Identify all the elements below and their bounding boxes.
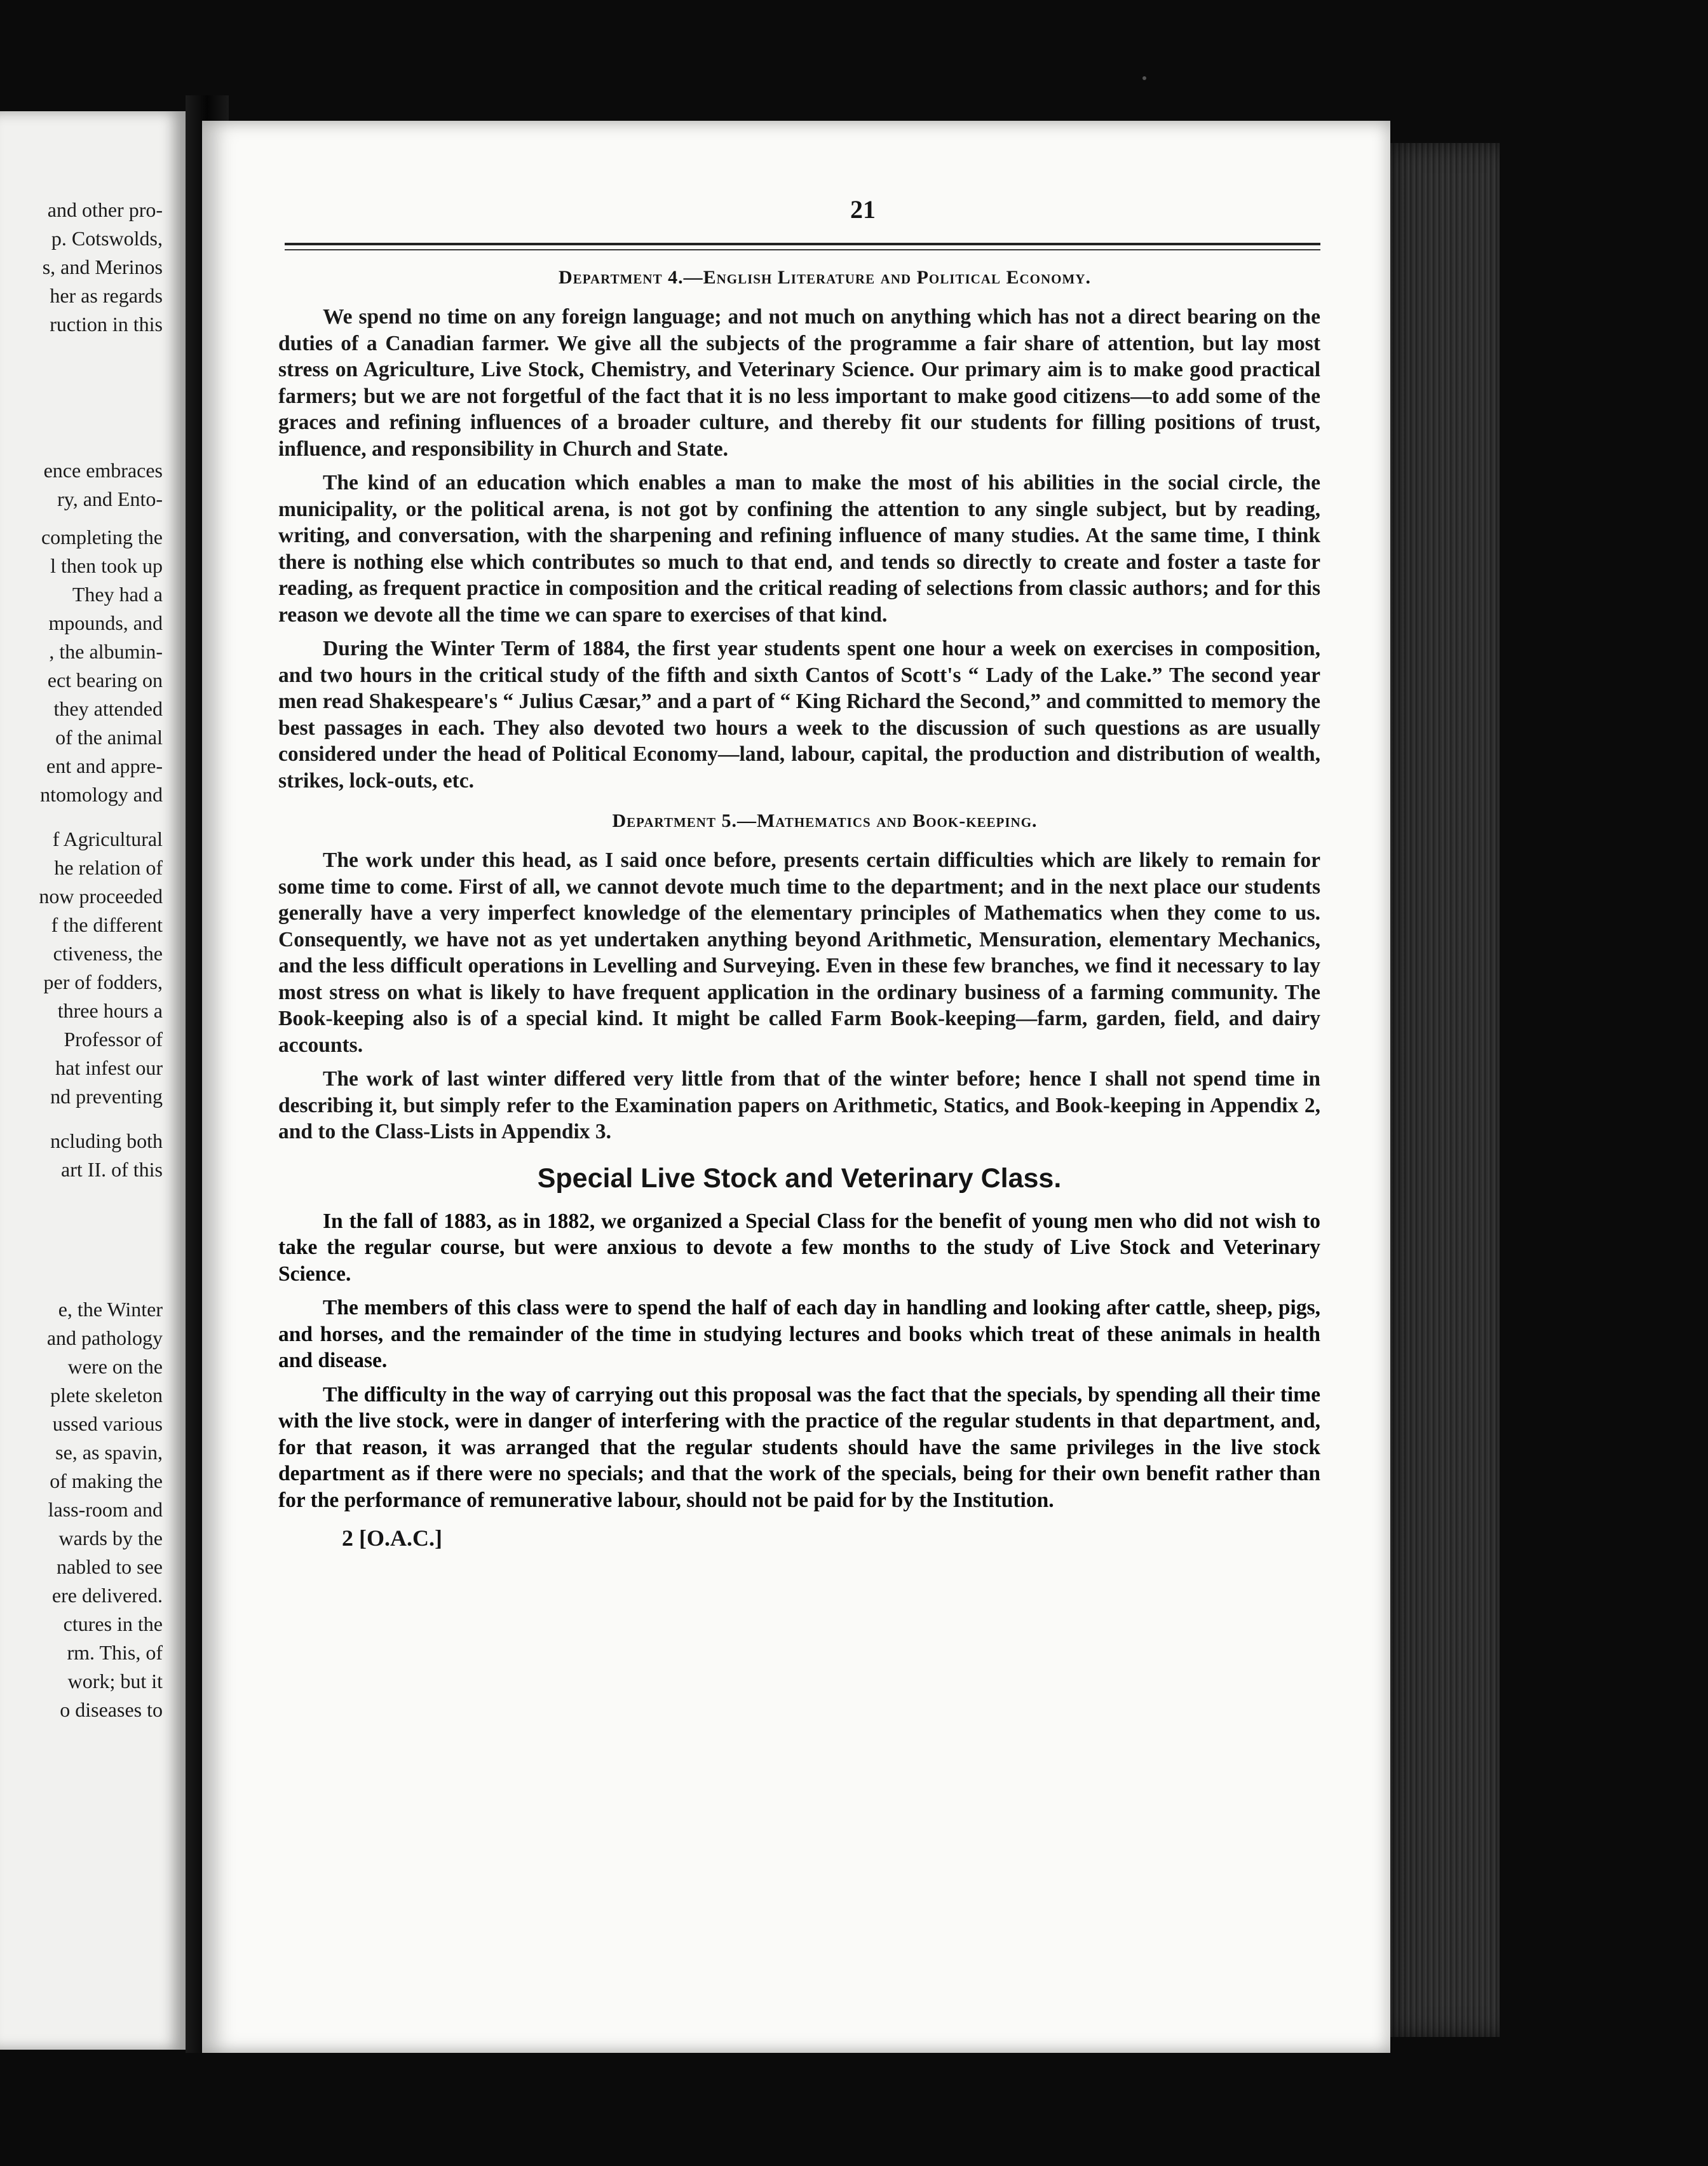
left-page-line: nabled to see (56, 1555, 163, 1578)
header-rule-thin (285, 249, 1320, 250)
left-page-line: ncluding both (50, 1129, 163, 1152)
left-page-line: Professor of (64, 1028, 163, 1051)
left-page-line: f Agricultural (52, 828, 163, 850)
left-page-line: , the albumin- (49, 640, 163, 663)
left-page-line: ence embraces (43, 459, 163, 482)
left-page-line: work; but it (67, 1670, 163, 1693)
page-content (278, 191, 1320, 1551)
left-page-line: o diseases to (60, 1698, 163, 1721)
document-page (202, 121, 1390, 2053)
left-page-line: her as regards (50, 284, 163, 307)
left-page-line: were on the (67, 1355, 163, 1378)
previous-page-fragment (0, 111, 186, 2050)
left-page-line: e, the Winter (58, 1298, 163, 1321)
special-class-paragraph: The difficulty in the way of carrying out this proposal was the fact that the specials, by spending all their time with the live stock, were in danger of interfering with the practice of the regular students in that department, and, for that reason, it was arranged that the regular students should have the same privileges in the live stock department as if there were no specials; and that the work of the specials, being for their own benefit rather than for the performance of remunerative labour, should not be paid for by the Institution. (278, 1382, 1320, 1512)
left-page-line: and other pro- (47, 198, 163, 221)
left-page-line: of the animal (55, 726, 163, 749)
left-page-line: se, as spavin, (55, 1441, 163, 1464)
left-page-line: rm. This, of (67, 1641, 163, 1664)
left-page-line: and pathology (46, 1326, 163, 1349)
left-page-line: completing the (41, 526, 163, 548)
special-class-paragraph: The members of this class were to spend the half of each day in handling and looking after cattle, sheep, pigs, and horses, and the remainder of the time in studying lectures and books which treat of these animals in health and disease. (278, 1296, 1320, 1372)
left-page-line: per of fodders, (43, 971, 163, 993)
speck-mark (1142, 76, 1146, 80)
left-page-line: wards by the (58, 1527, 163, 1550)
left-page-line: ent and appre- (46, 754, 163, 777)
left-page-line: plete skeleton (50, 1384, 163, 1407)
left-page-line: art II. of this (61, 1158, 163, 1181)
left-page-line: s, and Merinos (42, 255, 163, 278)
left-page-line: three hours a (57, 999, 163, 1022)
left-page-line: l then took up (50, 554, 163, 577)
left-page-line: lass-room and (48, 1498, 163, 1521)
left-page-line: nd preventing (50, 1085, 163, 1108)
header-rule (285, 243, 1320, 245)
left-page-line: now proceeded (39, 885, 163, 908)
dept4-paragraph: During the Winter Term of 1884, the first year students spent one hour a week on exercises in composition, and two hours in the critical study of the fifth and sixth Cantos of Scott's “ Lady of the Lake.” The second year men read Shakespeare's “ Julius Cæsar,” and a part of “ King Richard the Second,” and committed to memory the best passages in each. They also devoted two hours a week to the discussion of such questions as are usually considered under the head of Political Economy—land, labour, capital, the production and distribution of wealth, strikes, lock-outs, etc. (278, 637, 1320, 793)
left-page-line: mpounds, and (48, 611, 163, 634)
left-page-line: ctures in the (63, 1612, 163, 1635)
left-page-line: they attended (53, 697, 163, 720)
left-page-line: p. Cotswolds, (51, 227, 163, 250)
dept5-paragraph: The work under this head, as I said once before, presents certain difficulties which are likely to remain for some time to come. First of all, we cannot devote much time to the department; and in the next place our students generally have a very imperfect knowledge of the elementary principles of Mathematics when they come to us. Consequently, we have not as yet undertaken anything beyond Arithmetic, Mensuration, elementary Mechanics, and the less difficult operations in Levelling and Surveying. Even in these few branches, we find it necessary to lay most stress on what is likely to have frequent application in the ordinary business of a farming community. The Book-keeping also is of a special kind. It might be called Farm Book-keeping—farm, garden, field, and dairy accounts. (278, 848, 1320, 1057)
department-5-heading: Department 5.—Mathematics and Book-keeping. (612, 810, 1038, 831)
dept5-paragraph: The work of last winter differed very little from that of the winter before; hence I shall not spend time in describing it, but simply refer to the Examination papers on Arithmetic, Statics, and Book-keeping in Appendix 2, and to the Class-Lists in Appendix 3. (278, 1067, 1320, 1143)
department-4-heading: Department 4.—English Literature and Political Economy. (559, 267, 1091, 288)
special-class-heading: Special Live Stock and Veterinary Class. (537, 1162, 1062, 1194)
left-page-line: of making the (50, 1469, 163, 1492)
special-class-paragraph: In the fall of 1883, as in 1882, we organized a Special Class for the benefit of young men who did not wish to take the regular course, but were anxious to devote a few months to the study of Live Stock and Veterinary Science. (278, 1209, 1320, 1286)
page-number: 21 (850, 195, 876, 224)
page-edges (1372, 143, 1500, 2037)
left-page-line: ere delivered. (51, 1584, 163, 1607)
left-page-line: he relation of (54, 856, 163, 879)
dept4-paragraph: We spend no time on any foreign language; and not much on anything which has not a direct bearing on the duties of a Canadian farmer. We give all the subjects of the programme a fair share of attention, but lay most stress on Agriculture, Live Stock, Chemistry, and Veterinary Science. Our primary aim is to make good practical farmers; but we are not forgetful of the fact that it is no less important to make good citizens—to add some of the graces and refining influences of a broader culture, and thereby fit our students for filling positions of trust, influence, and responsibility in Church and State. (278, 305, 1320, 461)
left-page-line: ruction in this (50, 313, 163, 336)
left-page-line: ntomology and (40, 783, 163, 806)
dept4-paragraph: The kind of an education which enables a man to make the most of his abilities in the social circle, the municipality, or the political arena, is not got by confining the attention to any single subject, but by reading, writing, and conversation, with the sharpening and refining influence of many studies. At the same time, I think there is nothing else which contributes so much to that end, and tends so directly to create and foster a taste for reading, as frequent practice in composition and the critical reading of selections from classic authors; and for this reason we devote all the time we can spare to exercises of that kind. (278, 471, 1320, 627)
left-page-line: ussed various (52, 1412, 163, 1435)
left-page-line: hat infest our (55, 1056, 163, 1079)
left-page-line: ry, and Ento- (57, 487, 163, 510)
left-page-line: They had a (72, 583, 163, 606)
left-page-line: f the different (51, 913, 163, 936)
left-page-line: ect bearing on (47, 669, 163, 691)
footer-signature: 2 [O.A.C.] (342, 1525, 442, 1551)
left-page-line: ctiveness, the (53, 942, 163, 965)
